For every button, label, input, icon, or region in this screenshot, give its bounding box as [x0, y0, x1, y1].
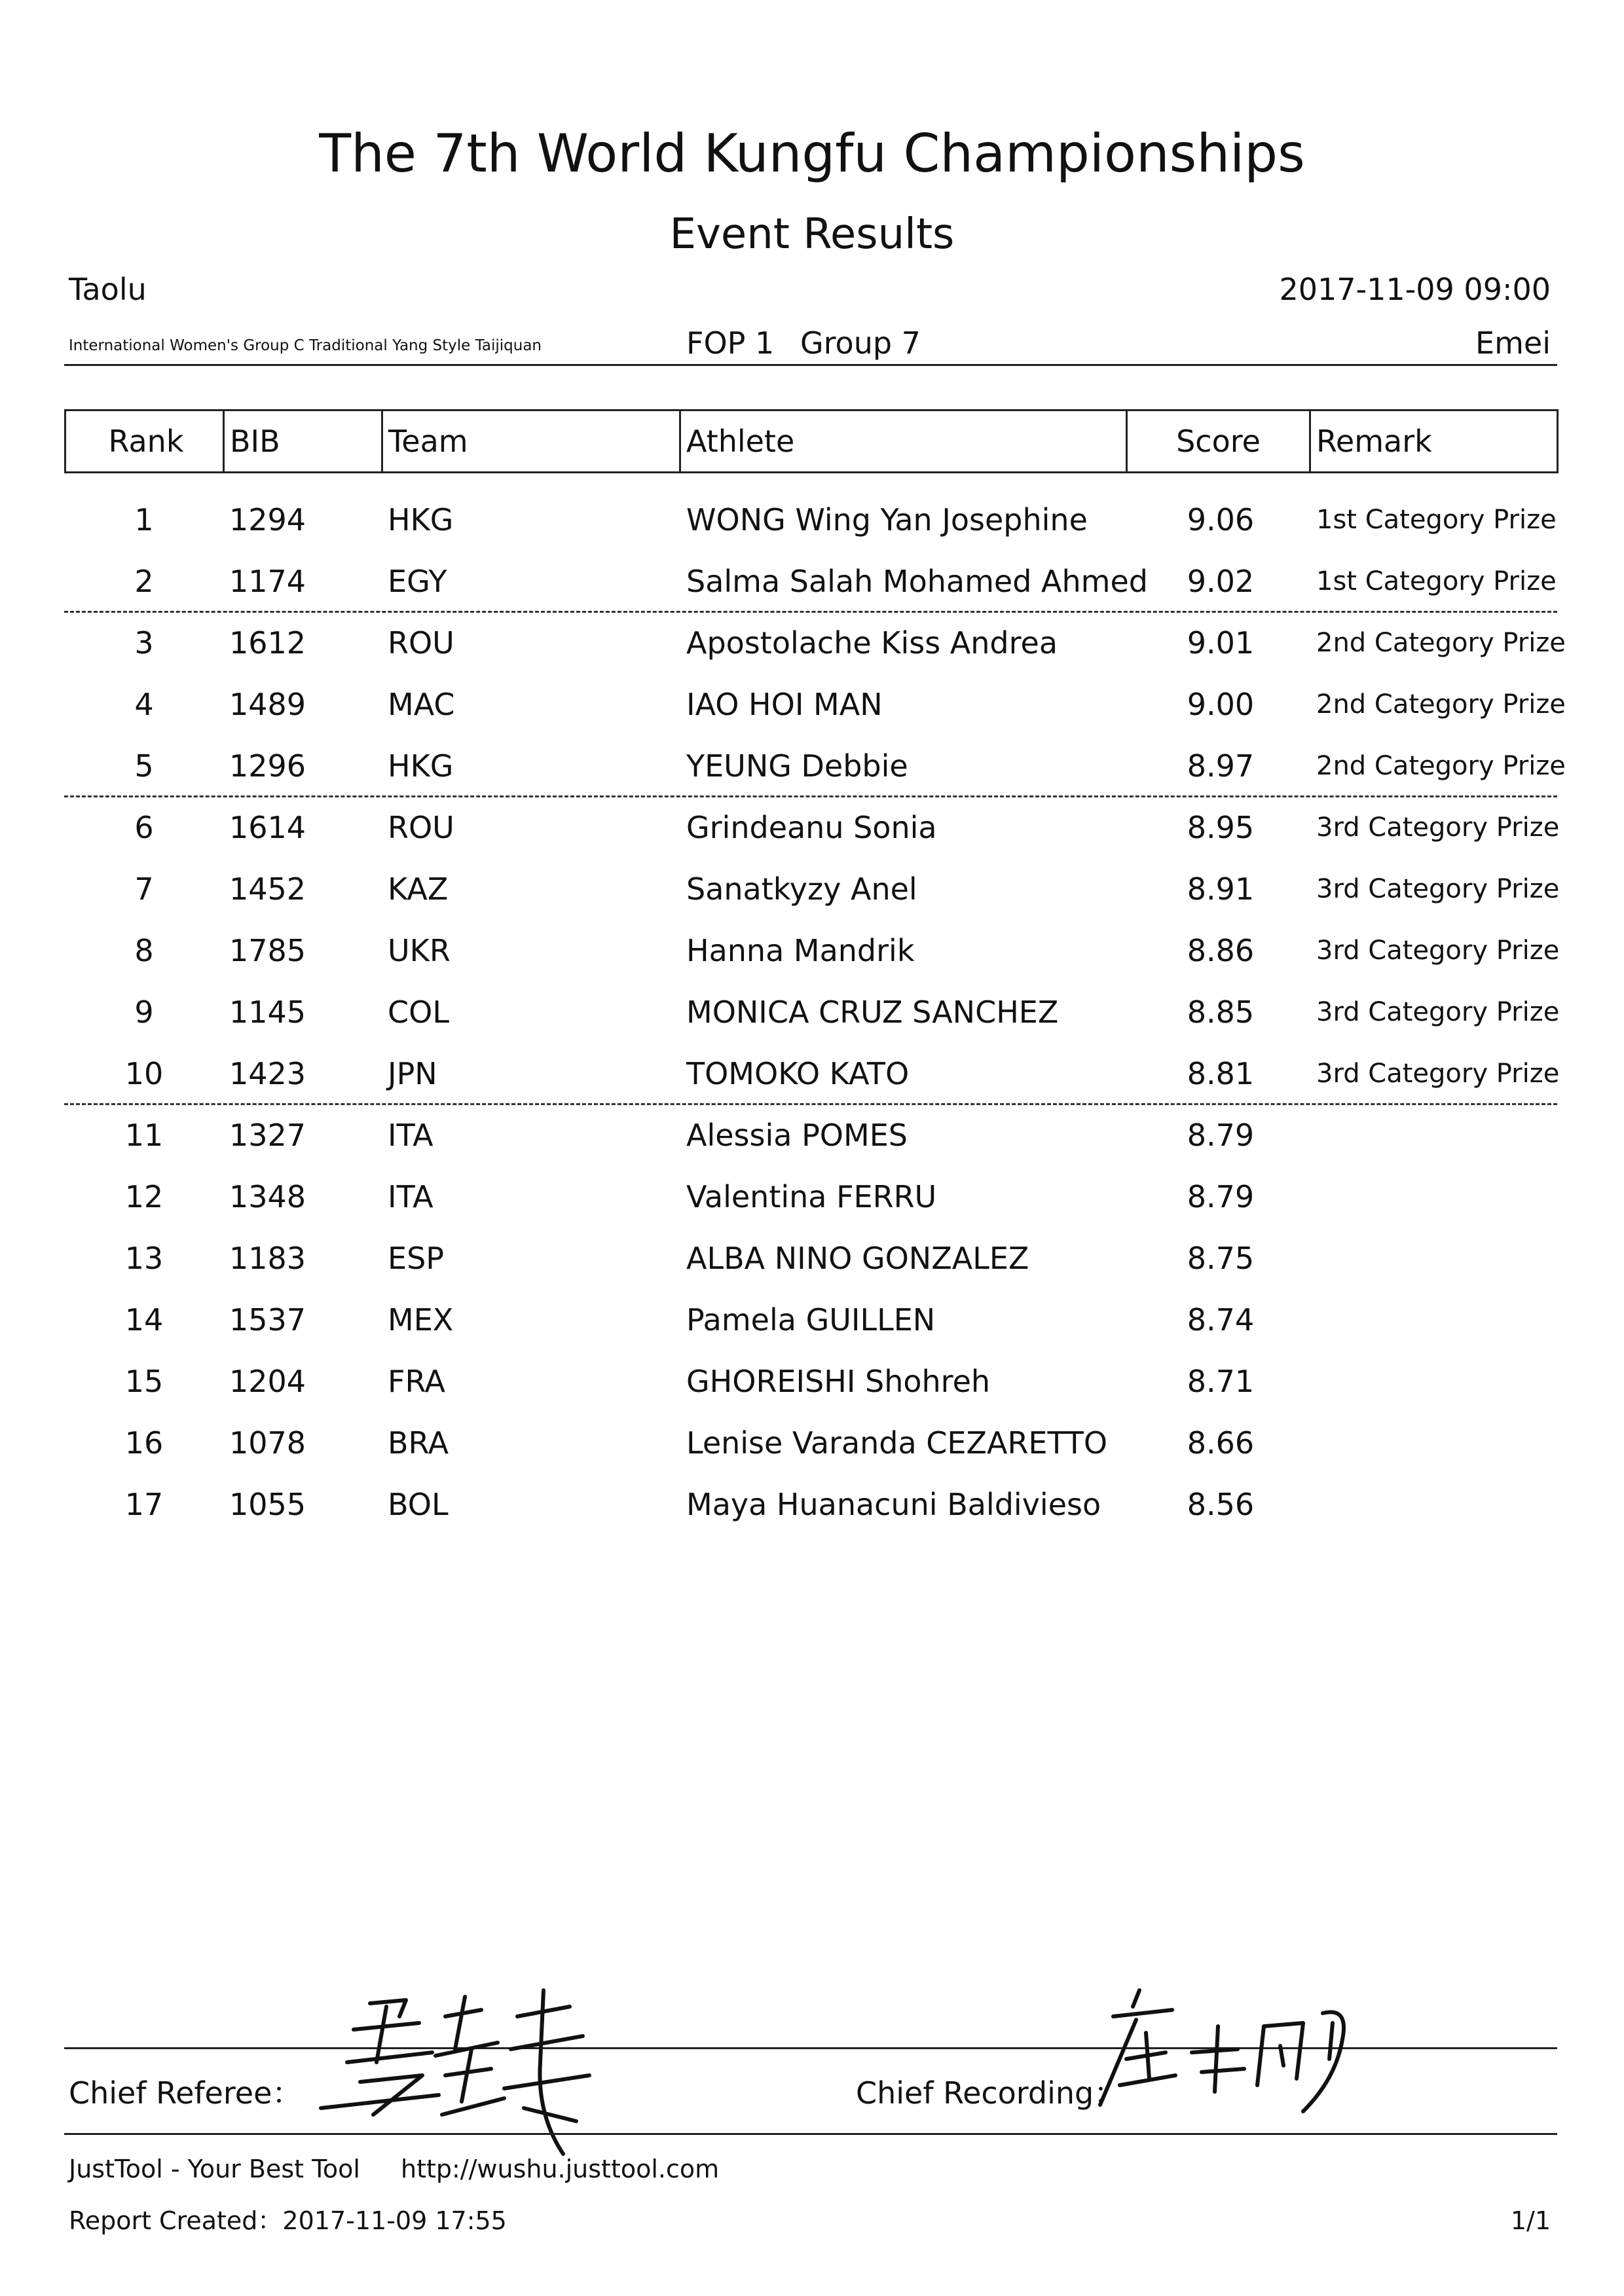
bib-cell: 1537 — [229, 1302, 306, 1338]
remark-cell: 3rd Category Prize — [1316, 1059, 1560, 1089]
table-row — [64, 981, 1560, 1043]
chief-recording-label: Chief Recording： — [856, 2075, 1124, 2111]
rank-cell: 13 — [124, 1241, 164, 1276]
page-subtitle: Event Results — [669, 210, 955, 259]
remark-cell: 1st Category Prize — [1316, 566, 1557, 596]
bib-cell: 1145 — [229, 994, 306, 1030]
table-row — [64, 1351, 1557, 1412]
team-cell: MEX — [388, 1302, 454, 1338]
column-header-rank: Rank — [108, 424, 184, 459]
athlete-cell: Valentina FERRU — [686, 1179, 937, 1214]
report-created: Report Created：2017-11-09 17:55 — [69, 2206, 507, 2235]
team-cell: EGY — [388, 564, 447, 599]
rank-cell: 8 — [134, 933, 154, 968]
header-divider — [64, 364, 1557, 366]
score-cell: 8.79 — [1187, 1179, 1255, 1214]
venue-label: Emei — [1475, 325, 1551, 361]
rank-cell: 2 — [134, 564, 154, 599]
athlete-cell: ALBA NINO GONZALEZ — [686, 1241, 1029, 1276]
bib-cell: 1785 — [229, 933, 306, 968]
bib-cell: 1183 — [229, 1241, 306, 1276]
score-cell: 8.79 — [1187, 1118, 1255, 1153]
score-cell: 8.91 — [1187, 871, 1255, 907]
athlete-cell: MONICA CRUZ SANCHEZ — [686, 994, 1059, 1030]
discipline-label: Taolu — [69, 272, 147, 307]
team-cell: HKG — [388, 748, 454, 784]
bib-cell: 1348 — [229, 1179, 306, 1214]
remark-cell: 3rd Category Prize — [1316, 997, 1560, 1027]
results-table-header — [64, 409, 1559, 473]
bib-cell: 1055 — [229, 1487, 306, 1522]
score-cell: 8.71 — [1187, 1364, 1255, 1399]
remark-cell: 3rd Category Prize — [1316, 874, 1560, 904]
team-cell: BOL — [388, 1487, 449, 1522]
chief-referee-label: Chief Referee： — [69, 2075, 303, 2111]
bib-cell: 1423 — [229, 1056, 306, 1091]
team-cell: JPN — [388, 1056, 437, 1091]
table-row — [64, 858, 1560, 920]
bib-cell: 1294 — [229, 502, 306, 538]
table-row — [64, 1474, 1557, 1535]
chief-referee-signature — [308, 1977, 701, 2174]
athlete-cell: YEUNG Debbie — [686, 748, 908, 784]
table-row — [64, 1228, 1557, 1289]
bib-cell: 1489 — [229, 687, 306, 722]
rank-cell: 3 — [134, 625, 154, 661]
score-cell: 8.74 — [1187, 1302, 1255, 1338]
team-cell: KAZ — [388, 871, 449, 907]
rank-cell: 14 — [124, 1302, 164, 1338]
fop-label: FOP 1 — [686, 325, 775, 361]
column-header-team: Team — [381, 411, 679, 471]
athlete-cell: WONG Wing Yan Josephine — [686, 502, 1088, 538]
table-row — [64, 1104, 1557, 1166]
bib-cell: 1174 — [229, 564, 306, 599]
score-cell: 8.56 — [1187, 1487, 1255, 1522]
team-cell: BRA — [388, 1425, 449, 1461]
athlete-cell: Salma Salah Mohamed Ahmed — [686, 564, 1148, 599]
table-row — [64, 797, 1560, 858]
rank-cell: 6 — [134, 810, 154, 845]
athlete-cell: Lenise Varanda CEZARETTO — [686, 1425, 1108, 1461]
rank-cell: 10 — [124, 1056, 164, 1091]
group-label: Group 7 — [800, 325, 921, 361]
athlete-cell: Hanna Mandrik — [686, 933, 915, 968]
bib-cell: 1614 — [229, 810, 306, 845]
rank-cell: 12 — [124, 1179, 164, 1214]
column-header-score: Score — [1126, 411, 1309, 471]
rank-cell: 16 — [124, 1425, 164, 1461]
score-cell: 8.95 — [1187, 810, 1255, 845]
table-row — [64, 1412, 1557, 1474]
table-row — [64, 1166, 1557, 1228]
remark-cell: 2nd Category Prize — [1316, 689, 1566, 720]
event-datetime: 2017-11-09 09:00 — [1279, 272, 1551, 307]
remark-cell: 1st Category Prize — [1316, 505, 1557, 535]
score-cell: 9.00 — [1187, 687, 1255, 722]
table-row — [64, 551, 1557, 612]
prize-divider-3rd — [64, 1103, 1557, 1105]
team-cell: ITA — [388, 1118, 434, 1153]
team-cell: ESP — [388, 1241, 445, 1276]
remark-cell: 2nd Category Prize — [1316, 628, 1566, 658]
rank-cell: 5 — [134, 748, 154, 784]
chief-recording-signature — [1087, 1987, 1401, 2131]
score-cell: 8.85 — [1187, 994, 1255, 1030]
bib-cell: 1327 — [229, 1118, 306, 1153]
footer-tool-name: JustTool - Your Best Tool — [69, 2155, 360, 2183]
athlete-cell: Maya Huanacuni Baldivieso — [686, 1487, 1101, 1522]
bib-cell: 1078 — [229, 1425, 306, 1461]
athlete-cell: Grindeanu Sonia — [686, 810, 937, 845]
athlete-cell: Sanatkyzy Anel — [686, 871, 917, 907]
signature-bottom-line — [64, 2133, 1557, 2135]
page-title: The 7th World Kungfu Championships — [319, 123, 1305, 184]
page-number: 1/1 — [1510, 2206, 1551, 2235]
team-cell: UKR — [388, 933, 451, 968]
team-cell: MAC — [388, 687, 455, 722]
bib-cell: 1296 — [229, 748, 306, 784]
rank-cell: 1 — [134, 502, 154, 538]
table-row — [64, 1289, 1557, 1351]
table-row — [64, 489, 1557, 551]
table-row — [64, 612, 1566, 674]
table-row — [64, 1043, 1560, 1104]
team-cell: ITA — [388, 1179, 434, 1214]
team-cell: ROU — [388, 810, 454, 845]
athlete-cell: Apostolache Kiss Andrea — [686, 625, 1058, 661]
athlete-cell: TOMOKO KATO — [686, 1056, 910, 1091]
athlete-cell: Pamela GUILLEN — [686, 1302, 936, 1338]
score-cell: 9.02 — [1187, 564, 1255, 599]
athlete-cell: GHOREISHI Shohreh — [686, 1364, 991, 1399]
athlete-cell: IAO HOI MAN — [686, 687, 883, 722]
remark-cell: 3rd Category Prize — [1316, 812, 1560, 843]
table-row — [64, 920, 1560, 981]
column-header-athlete: Athlete — [679, 411, 1126, 471]
rank-cell: 15 — [124, 1364, 164, 1399]
prize-divider-1st — [64, 611, 1557, 613]
team-cell: COL — [388, 994, 449, 1030]
table-row — [64, 674, 1566, 735]
score-cell: 8.97 — [1187, 748, 1255, 784]
score-cell: 9.06 — [1187, 502, 1255, 538]
bib-cell: 1612 — [229, 625, 306, 661]
rank-cell: 9 — [134, 994, 154, 1030]
team-cell: ROU — [388, 625, 454, 661]
bib-cell: 1452 — [229, 871, 306, 907]
team-cell: HKG — [388, 502, 454, 538]
rank-cell: 17 — [124, 1487, 164, 1522]
footer-url-link[interactable]: http://wushu.justtool.com — [401, 2155, 720, 2183]
score-cell: 8.86 — [1187, 933, 1255, 968]
score-cell: 8.66 — [1187, 1425, 1255, 1461]
bib-cell: 1204 — [229, 1364, 306, 1399]
athlete-cell: Alessia POMES — [686, 1118, 908, 1153]
team-cell: FRA — [388, 1364, 446, 1399]
remark-cell: 2nd Category Prize — [1316, 751, 1566, 781]
rank-cell: 4 — [134, 687, 154, 722]
column-header-bib: BIB — [223, 411, 381, 471]
column-header-remark: Remark — [1309, 411, 1557, 471]
prize-divider-2nd — [64, 795, 1557, 797]
remark-cell: 3rd Category Prize — [1316, 936, 1560, 966]
score-cell: 8.81 — [1187, 1056, 1255, 1091]
score-cell: 9.01 — [1187, 625, 1255, 661]
score-cell: 8.75 — [1187, 1241, 1255, 1276]
event-name: International Women's Group C Traditional Yang Style Taijiquan — [69, 337, 542, 354]
rank-cell: 7 — [134, 871, 154, 907]
rank-cell: 11 — [124, 1118, 164, 1153]
table-row — [64, 735, 1566, 797]
